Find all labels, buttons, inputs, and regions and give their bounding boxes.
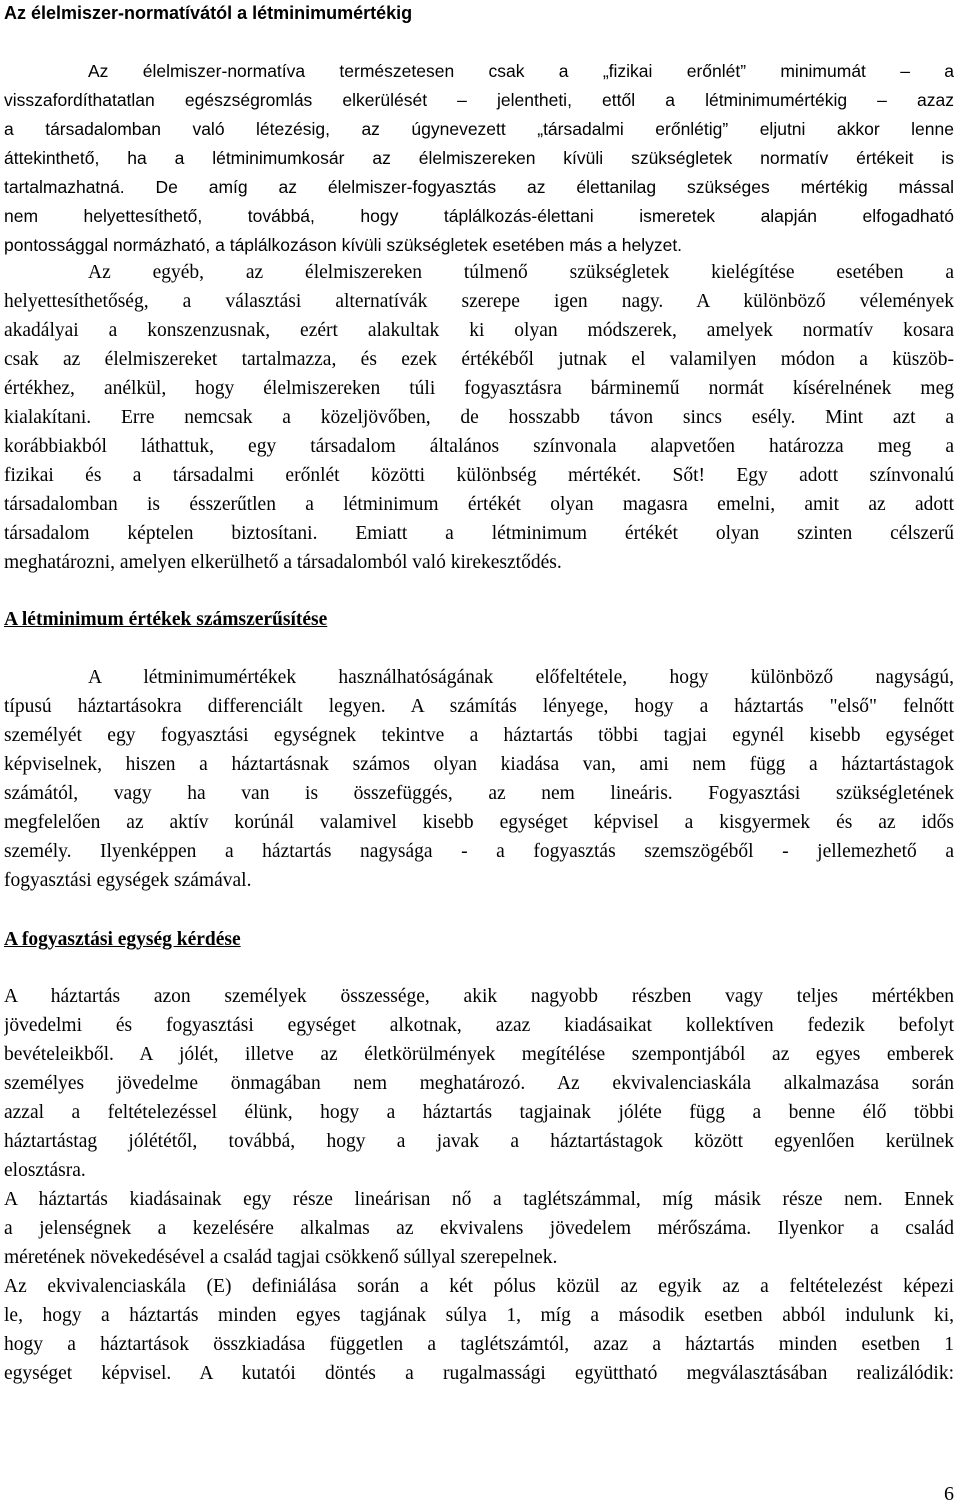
paragraph-line: pontossággal normázható, a táplálkozáson kívüli szükségletek esetében más a helyzet. <box>4 235 683 255</box>
paragraph-line: azzal a feltételezéssel élünk, hogy a háztartás tagjainak jóléte függ a benne élő többi <box>4 1102 954 1123</box>
paragraph-line: csak az élelmiszereket tartalmazza, és ezek értékéből jutnak el valamilyen módon a küszöb- <box>4 349 954 370</box>
paragraph-line: bevételeikből. A jólét, illetve az életkörülmények megítélése szempontjából az egyes emberek <box>4 1044 954 1065</box>
paragraph-line: meghatározni, amelyen elkerülhető a társadalomból való kirekesztődés. <box>4 552 562 573</box>
paragraph-line: fizikai és a társadalmi erőnlét közötti különbség mértékét. Sőt! Egy adott színvonalú <box>4 465 954 486</box>
section-heading <box>4 605 327 635</box>
paragraph-line: A háztartás kiadásainak egy része lineárisan nő a taglétszámmal, míg másik része nem. Ennek <box>4 1189 954 1210</box>
paragraph-line: háztartástag jólététől, továbbá, hogy a javak a háztartástagok között egyenlően kerülnek <box>4 1131 954 1152</box>
paragraph-line: személyét egy fogyasztási egységnek tekintve a háztartás többi tagjai egynél kisebb egységet <box>4 725 954 746</box>
paragraph-line: áttekinthető, ha a létminimumkosár az élelmiszereken kívüli szükségletek normatív értékeit is <box>4 148 954 168</box>
paragraph-line: Az élelmiszer-normatíva természetesen csak a „fizikai erőnlét” minimumát – a <box>88 61 954 81</box>
paragraph-line: a társadalomban való létezésig, az úgynevezett „társadalmi erőnlétig” eljutni akkor lenne <box>4 119 954 139</box>
section-heading-text: A létminimum értékek számszerűsítése <box>4 609 328 630</box>
paragraph-line: a jelenségnek a kezelésére alkalmas az ekvivalens jövedelem mérőszáma. Ilyenkor a család <box>4 1218 954 1239</box>
paragraph-line: Az ekvivalenciaskála (E) definiálása során a két pólus közül az egyik az a feltételezést képezi <box>4 1276 954 1297</box>
paragraph-line: tartalmazhatná. De amíg az élelmiszer-fogyasztás az élettanilag szükséges mértékig mással <box>4 177 954 197</box>
paragraph-line: társadalom képtelen biztosítani. Emiatt a létminimum értékét olyan szinten célszerű <box>4 523 954 544</box>
paragraph-line: jövedelmi és fogyasztási egységet alkotnak, azaz kiadásaikat kollektíven fedezik befolyt <box>4 1015 954 1036</box>
paragraph-line: Az egyéb, az élelmiszereken túlmenő szükségletek kielégítése esetében a <box>88 262 954 283</box>
paragraph-line: hogy a háztartások összkiadása független a taglétszámtól, azaz a háztartás minden esetben 1 <box>4 1334 954 1355</box>
paragraph-line: számától, vagy ha van is összefüggés, az nem lineáris. Fogyasztási szükségletének <box>4 783 954 804</box>
paragraph-line: kialakítani. Erre nemcsak a közeljövőben, de hosszabb távon sincs esély. Mint azt a <box>4 407 954 428</box>
paragraph-line: akadályai a konszenzusnak, ezért alakultak ki olyan módszerek, amelyek normatív kosara <box>4 320 954 341</box>
page-number: 6 <box>944 1483 954 1505</box>
paragraph-line: méretének növekedésével a család tagjai csökkenő súllyal szerepelnek. <box>4 1247 558 1268</box>
paragraph-line: A létminimumértékek használhatóságának előfeltétele, hogy különböző nagyságú, <box>88 667 954 688</box>
paragraph-line: típusú háztartásokra differenciált legyen. A számítás lényege, hogy a háztartás "első" felnőtt <box>4 696 954 717</box>
paragraph-line: elosztásra. <box>4 1160 86 1181</box>
paragraph-line: képviselnek, hiszen a háztartásnak számos olyan kiadása van, ami nem függ a háztartástagok <box>4 754 954 775</box>
paragraph-line: egységet képvisel. A kutatói döntés a rugalmassági együttható megválasztásában realizálódik: <box>4 1363 954 1384</box>
paragraph-line: korábbiakból láthattuk, egy társadalom általános színvonala alapvetően határozza meg a <box>4 436 954 457</box>
paragraph-line: személy. Ilyenképpen a háztartás nagysága - a fogyasztás szemszögéből - jellemezhető a <box>4 841 954 862</box>
paragraph-line: fogyasztási egységek számával. <box>4 870 252 891</box>
paragraph-line: A háztartás azon személyek összessége, akik nagyobb részben vagy teljes mértékben <box>4 986 954 1007</box>
paragraph-line: le, hogy a háztartás minden egyes tagjának súlya 1, míg a második esetben abból indulunk ki, <box>4 1305 954 1326</box>
paragraph-line: értékhez, anélkül, hogy élelmiszereken túli fogyasztásra bárminemű normát kísérelnének meg <box>4 378 954 399</box>
document-title: Az élelmiszer-normatívától a létminimumértékig <box>4 3 413 23</box>
paragraph-line: személyes jövedelme önmagában nem meghatározó. Az ekvivalenciaskála alkalmazása során <box>4 1073 954 1094</box>
paragraph-line: nem helyettesíthető, továbbá, hogy táplálkozás-élettani ismeretek alapján elfogadható <box>4 206 954 226</box>
section-heading <box>4 925 241 955</box>
paragraph-line: visszafordíthatatlan egészségromlás elkerülését – jelentheti, ettől a létminimumértékig – azaz <box>4 90 954 110</box>
paragraph-line: társadalomban is ésszerűtlen a létminimum értékét olyan magasra emelni, amit az adott <box>4 494 954 515</box>
paragraph-line: megfelelően az aktív korúnál valamivel kisebb egységet képvisel a kisgyermek és az idős <box>4 812 954 833</box>
paragraph-line: helyettesíthetőség, a választási alternatívák szerepe igen nagy. A különböző vélemények <box>4 291 954 312</box>
section-heading-text: A fogyasztási egység kérdése <box>4 929 241 950</box>
